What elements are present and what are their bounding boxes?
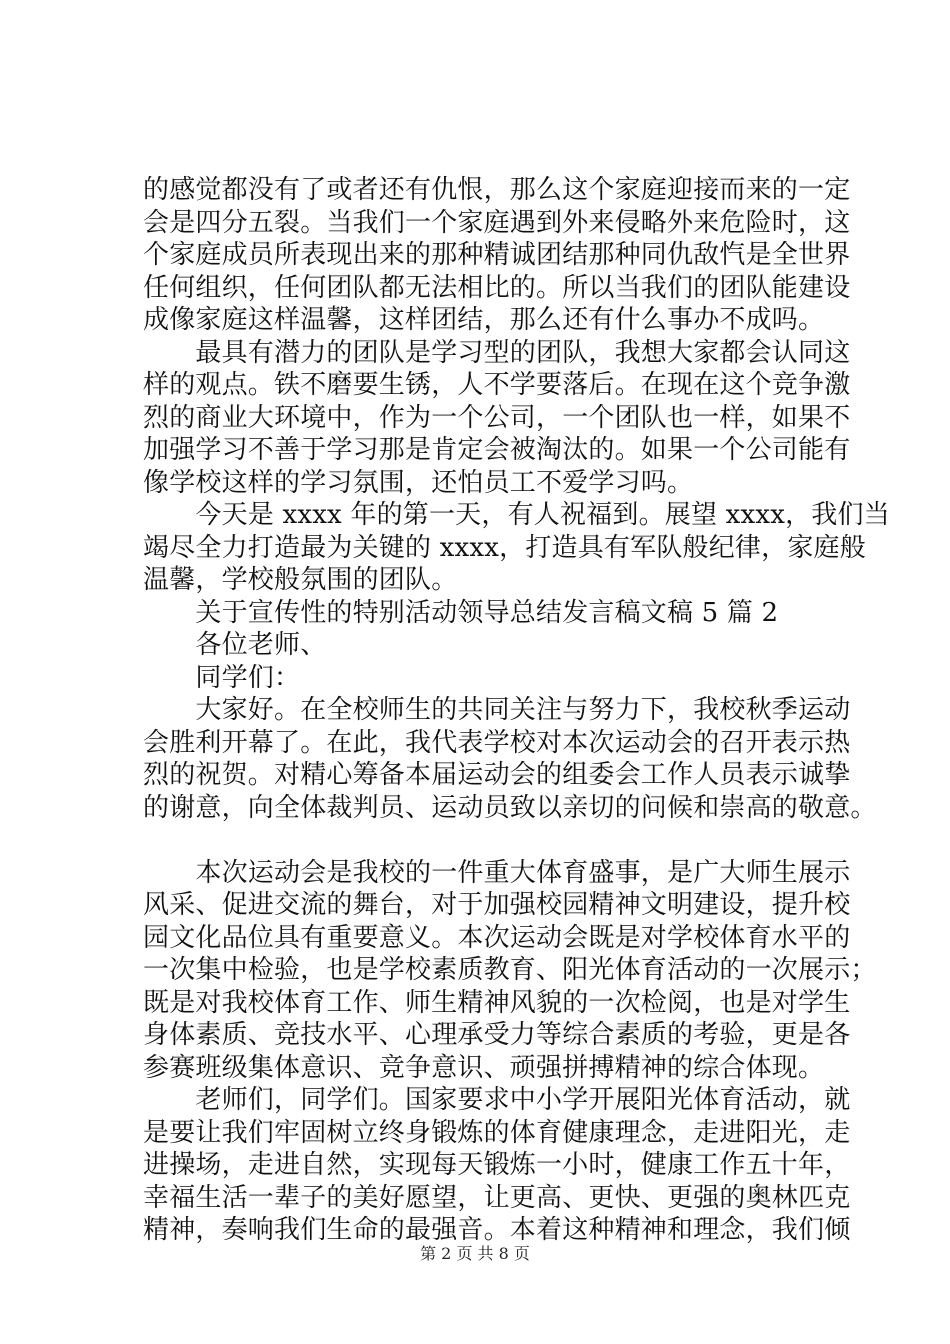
text-line: 竭尽全力打造最为关键的 xxxx，打造具有军队般纪律，家庭般 xyxy=(143,532,866,563)
text-line: 参赛班级集体意识、竞争意识、顽强拼搏精神的综合体现。 xyxy=(143,1052,825,1083)
text-line: 个家庭成员所表现出来的那种精诚团结那种同仇敌忾是全世界 xyxy=(143,240,851,270)
text-line: 大家好。在全校师生的共同关注与努力下，我校秋季运动 xyxy=(143,695,851,725)
text-line: 是要让我们牢固树立终身锻炼的体育健康理念，走进阳光，走 xyxy=(143,1117,851,1148)
page-number-footer: 第 2 页 共 8 页 xyxy=(420,1244,530,1263)
text-line: 像学校这样的学习氛围，还怕员工不爱学习吗。 xyxy=(143,467,694,498)
section-heading: 关于宣传性的特别活动领导总结发言稿文稿 5 篇 2 xyxy=(143,597,779,628)
text-line: 会胜利开幕了。在此，我代表学校对本次运动会的召开表示热 xyxy=(143,727,851,758)
text-line: 的谢意，向全体裁判员、运动员致以亲切的问候和崇高的敬意。 xyxy=(143,792,877,823)
text-line: 会是四分五裂。当我们一个家庭遇到外来侵略外来危险时，这 xyxy=(143,207,851,238)
text-line: 风采、促进交流的舞台，对于加强校园精神文明建设，提升校 xyxy=(143,890,851,920)
text-line: 园文化品位具有重要意义。本次运动会既是对学校体育水平的 xyxy=(143,922,851,953)
salutation-line: 各位老师、 xyxy=(143,630,327,660)
text-line: 任何组织，任何团队都无法相比的。所以当我们的团队能建设 xyxy=(143,272,851,303)
document-body xyxy=(143,174,890,1247)
text-line: 烈的商业大环境中，作为一个公司，一个团队也一样，如果不 xyxy=(143,402,851,433)
text-line: 身体素质、竞技水平、心理承受力等综合素质的考验，更是各 xyxy=(143,1020,851,1050)
text-line: 烈的祝贺。对精心筹备本届运动会的组委会工作人员表示诚挚 xyxy=(143,760,851,790)
text-line: 成像家庭这样温馨，这样团结，那么还有什么事办不成吗。 xyxy=(143,305,825,335)
text-line: 温馨，学校般氛围的团队。 xyxy=(143,565,458,595)
text-line: 最具有潜力的团队是学习型的团队，我想大家都会认同这 xyxy=(143,337,851,368)
text-line: 进操场，走进自然，实现每天锻炼一小时，健康工作五十年， xyxy=(143,1150,851,1180)
text-line: 今天是 xxxx 年的第一天，有人祝福到。展望 xxxx，我们当 xyxy=(143,500,890,530)
text-line: 的感觉都没有了或者还有仇恨，那么这个家庭迎接而来的一定 xyxy=(143,175,851,205)
text-line: 本次运动会是我校的一件重大体育盛事，是广大师生展示 xyxy=(143,857,851,888)
blank-line xyxy=(143,824,843,857)
text-line: 幸福生活一辈子的美好愿望，让更高、更快、更强的奥林匹克 xyxy=(143,1182,851,1213)
text-line: 既是对我校体育工作、师生精神风貌的一次检阅，也是对学生 xyxy=(143,987,851,1018)
text-line: 加强学习不善于学习那是肯定会被淘汰的。如果一个公司能有 xyxy=(143,435,851,465)
text-line: 一次集中检验，也是学校素质教育、阳光体育活动的一次展示； xyxy=(143,955,877,985)
text-line: 样的观点。铁不磨要生锈，人不学要落后。在现在这个竞争激 xyxy=(143,370,851,400)
text-line: 老师们，同学们。国家要求中小学开展阳光体育活动，就 xyxy=(143,1085,851,1115)
salutation-line: 同学们： xyxy=(143,662,301,693)
text-line: 精神，奏响我们生命的最强音。本着这种精神和理念，我们倾 xyxy=(143,1215,851,1245)
